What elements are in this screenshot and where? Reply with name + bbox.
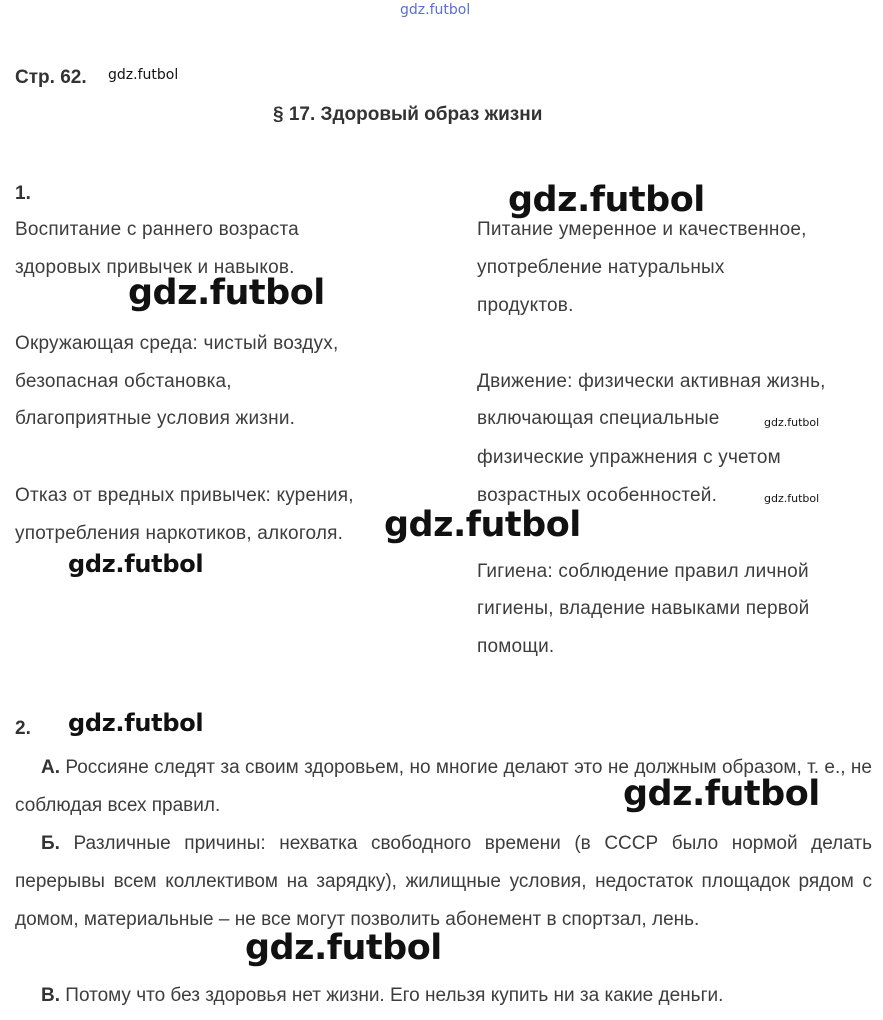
hygiene-line-3: помощи. — [477, 636, 555, 657]
watermark-small[interactable]: gdz.futbol — [764, 416, 820, 429]
watermark-large[interactable]: gdz.futbol — [623, 774, 820, 814]
hygiene-line-1: Гигиена: соблюдение правил личной — [477, 561, 809, 582]
task-2-number: 2. — [15, 718, 31, 739]
watermark-medium[interactable]: gdz.futbol — [68, 709, 204, 737]
movement-line-3: физические упражнения с учетом — [477, 447, 781, 468]
task-1-number: 1. — [15, 183, 31, 204]
answer-c-marker: В. — [41, 985, 60, 1006]
refusal-line-1: Отказ от вредных привычек: курения, — [15, 485, 354, 506]
watermark-top[interactable]: gdz.futbol — [400, 2, 471, 18]
watermark-large[interactable]: gdz.futbol — [128, 273, 325, 313]
refusal-line-2: употребления наркотиков, алкоголя. — [15, 523, 344, 544]
movement-line-2: включающая специальные — [477, 408, 720, 429]
environment-line-3: благоприятные условия жизни. — [15, 408, 296, 429]
movement-line-4: возрастных особенностей. — [477, 485, 718, 506]
page-reference: Стр. 62. — [15, 67, 87, 88]
nutrition-line-1: Питание умеренное и качественное, — [477, 219, 807, 240]
movement-line-1: Движение: физически активная жизнь, — [477, 371, 826, 392]
answer-a-marker: А. — [41, 757, 60, 778]
watermark-header[interactable]: gdz.futbol — [108, 67, 179, 83]
watermark-medium[interactable]: gdz.futbol — [68, 550, 204, 578]
nutrition-line-3: продуктов. — [477, 295, 574, 316]
watermark-large[interactable]: gdz.futbol — [384, 505, 581, 545]
environment-line-2: безопасная обстановка, — [15, 371, 232, 392]
page-title: § 17. Здоровый образ жизни — [273, 104, 543, 125]
answer-b-text: Различные причины: нехватка свободного времени (в СССР было нормой делать перерывы всем коллективом на зарядку), жилищные условия, недостаток площадок рядом с домом, материальные – не все могут позволить абонемент в спортзал, лень. — [15, 833, 873, 930]
watermark-large[interactable]: gdz.futbol — [508, 180, 705, 220]
watermark-large[interactable]: gdz.futbol — [245, 928, 442, 968]
environment-line-1: Окружающая среда: чистый воздух, — [15, 333, 339, 354]
upbringing-line-2: здоровых привычек и навыков. — [15, 257, 295, 278]
hygiene-line-2: гигиены, владение навыками первой — [477, 598, 810, 619]
answer-c — [15, 977, 872, 1015]
answer-b-marker: Б. — [41, 833, 60, 854]
answer-b — [15, 825, 872, 939]
answer-a-text: Россияне следят за своим здоровьем, но многие делают это не должным образом, т. е., не соблюдая всех правил. — [15, 757, 872, 816]
upbringing-line-1: Воспитание с раннего возраста — [15, 219, 299, 240]
watermark-small[interactable]: gdz.futbol — [764, 492, 820, 505]
nutrition-line-2: употребление натуральных — [477, 257, 725, 278]
answer-c-text: Потому что без здоровья нет жизни. Его нельзя купить ни за какие деньги. — [65, 985, 724, 1006]
